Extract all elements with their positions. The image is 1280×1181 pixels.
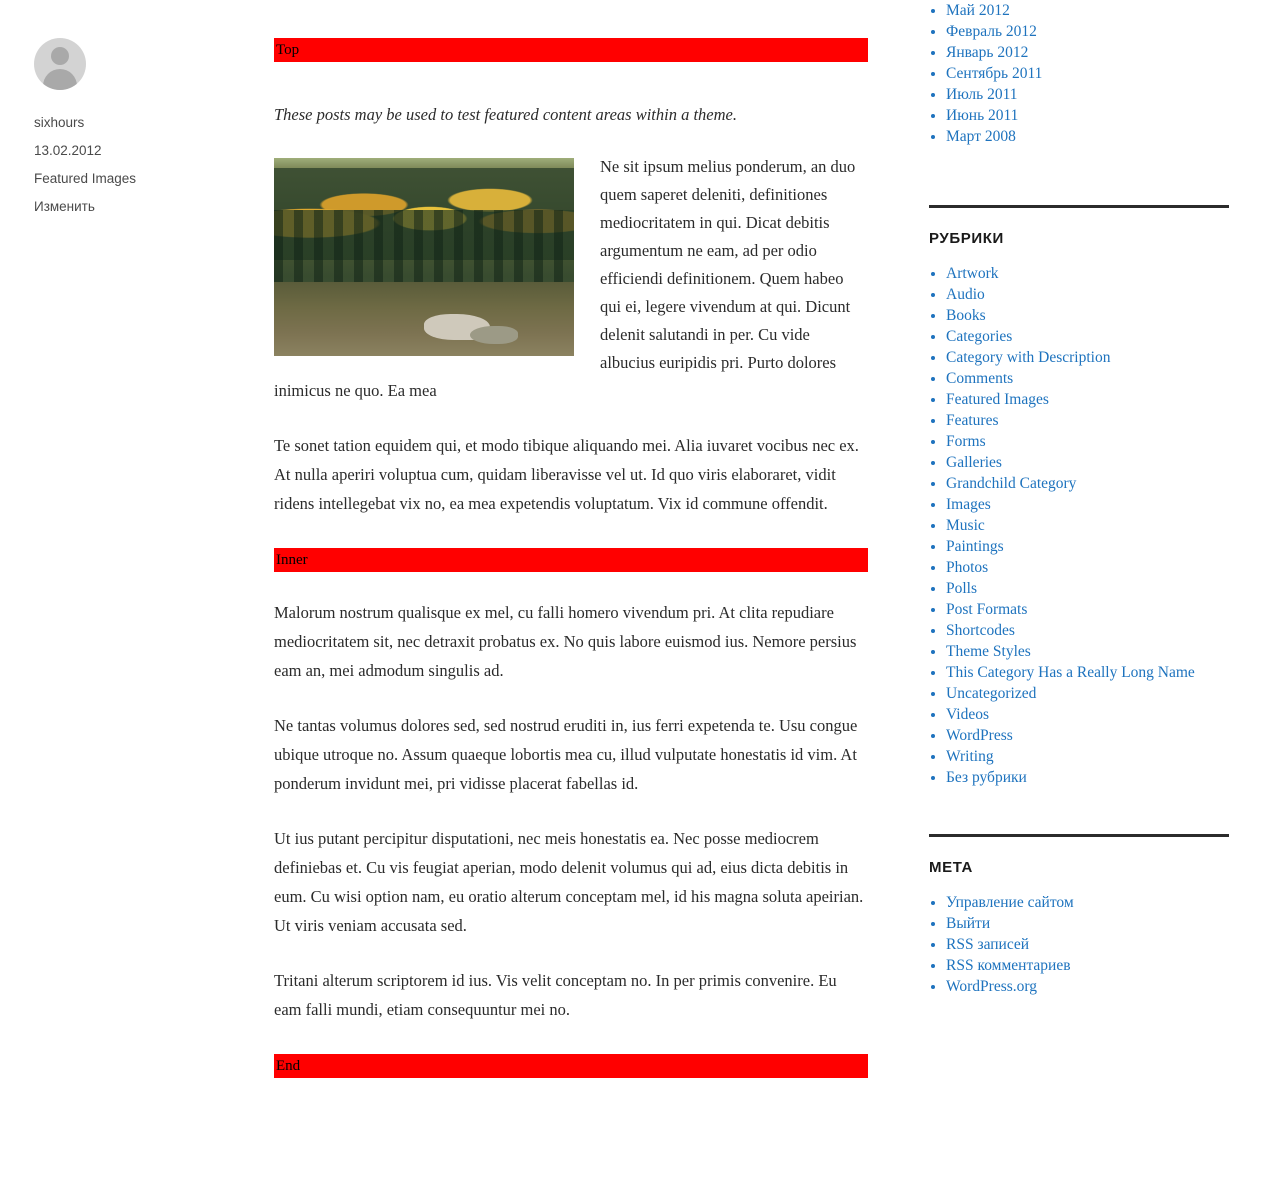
edit-post-link[interactable]: Изменить	[34, 199, 95, 214]
archive-link[interactable]: Июль 2011	[946, 86, 1018, 103]
category-link[interactable]: Photos	[946, 559, 989, 576]
category-link[interactable]: Audio	[946, 286, 985, 303]
list-item[interactable]	[946, 431, 1229, 452]
list-item[interactable]	[946, 620, 1229, 641]
list-item[interactable]	[946, 515, 1229, 536]
archive-link[interactable]: Май 2012	[946, 2, 1010, 19]
widget-divider	[929, 834, 1229, 837]
post-intro-text: These posts may be used to test featured content areas within a theme.	[274, 105, 737, 124]
category-link[interactable]: Grandchild Category	[946, 475, 1077, 492]
category-link[interactable]: Paintings	[946, 538, 1004, 555]
category-link[interactable]: Forms	[946, 433, 986, 450]
category-link[interactable]: Images	[946, 496, 991, 513]
list-item[interactable]	[946, 389, 1229, 410]
meta-link-wordpress-org[interactable]: WordPress.org	[946, 978, 1038, 995]
image-water-layer	[274, 282, 574, 356]
category-link[interactable]: WordPress	[946, 727, 1013, 744]
post-category[interactable]: Featured Images	[34, 171, 137, 186]
image-rock-shape-secondary	[470, 326, 518, 344]
widget-categories	[929, 230, 1229, 788]
list-item[interactable]	[946, 934, 1229, 955]
widget-archives	[929, 0, 1229, 147]
category-link[interactable]: Category with Description	[946, 349, 1111, 366]
paragraph-4: Ne tantas volumus dolores sed, sed nostrud eruditi in, ius ferri expetenda te. Usu congue ubique utroque no. Assum quaeque lobortis mea cu, illud vulputate honestatis id vim. At ponderum invidunt mei, pri vidisse placerat fabellas id.	[274, 716, 858, 793]
image-text-block	[274, 153, 868, 405]
category-link[interactable]: Uncategorized	[946, 685, 1037, 702]
category-link[interactable]: Writing	[946, 748, 994, 765]
archive-link[interactable]: Июнь 2011	[946, 107, 1019, 124]
list-item[interactable]	[946, 976, 1229, 997]
marker-top: Top	[274, 38, 868, 62]
paragraph-3: Malorum nostrum qualisque ex mel, cu falli homero vivendum pri. At clita repudiare mediocritatem sit, nec detraxit probatus ex. No quis labore euismod ius. Nemore persius eam an, mei admodum singulis ad.	[274, 603, 857, 680]
list-item[interactable]	[946, 473, 1229, 494]
post-meta	[34, 109, 234, 221]
list-item[interactable]	[946, 557, 1229, 578]
list-item[interactable]	[946, 105, 1229, 126]
category-link[interactable]: Videos	[946, 706, 989, 723]
list-item[interactable]	[946, 746, 1229, 767]
widget-divider	[929, 205, 1229, 208]
widget-meta	[929, 859, 1229, 997]
category-link[interactable]: Artwork	[946, 265, 999, 282]
list-item[interactable]	[946, 913, 1229, 934]
list-item[interactable]	[946, 63, 1229, 84]
list-item[interactable]	[946, 84, 1229, 105]
meta-link-rss-entries[interactable]: RSS записей	[946, 936, 1030, 953]
featured-image	[274, 158, 574, 356]
list-item[interactable]	[946, 683, 1229, 704]
category-link[interactable]: Comments	[946, 370, 1014, 387]
avatar	[34, 38, 86, 90]
category-link[interactable]: Без рубрики	[946, 769, 1027, 786]
avatar-body-shape	[43, 69, 77, 90]
list-item[interactable]	[946, 578, 1229, 599]
author-name[interactable]: sixhours	[34, 115, 85, 130]
sidebar	[929, 0, 1229, 1007]
category-link[interactable]: Post Formats	[946, 601, 1028, 618]
list-item[interactable]	[946, 767, 1229, 788]
marker-end: End	[274, 1054, 868, 1078]
list-item[interactable]	[946, 0, 1229, 21]
list-item[interactable]	[946, 599, 1229, 620]
list-item[interactable]	[946, 641, 1229, 662]
category-link[interactable]: Music	[946, 517, 985, 534]
meta-title: МЕТА	[929, 859, 973, 876]
image-conifer-layer	[274, 210, 574, 288]
avatar-head-shape	[51, 47, 69, 65]
list-item[interactable]	[946, 21, 1229, 42]
list-item[interactable]	[946, 704, 1229, 725]
category-link[interactable]: Features	[946, 412, 999, 429]
categories-list	[929, 263, 1229, 788]
archive-link[interactable]: Январь 2012	[946, 44, 1029, 61]
paragraph-1: Ne sit ipsum melius ponderum, an duo quem saperet deleniti, definitiones mediocritatem in qui. Dicat debitis argumentum ne eam, ad per odio efficiendi definitionem. Quem habeo qui ei, legere vivendum at qui. Dicunt delenit salutandi in per. Cu vide albucius euripidis pri. Purto dolores inimicus ne quo. Ea mea	[274, 157, 856, 400]
list-item[interactable]	[946, 410, 1229, 431]
meta-link-site-admin[interactable]: Управление сайтом	[946, 894, 1074, 911]
list-item[interactable]	[946, 955, 1229, 976]
post-content	[274, 38, 868, 1078]
paragraph-5: Ut ius putant percipitur disputationi, nec meis honestatis ea. Nec posse mediocrem definiebas et. Cu vis feugiat aperian, modo delenit volumus qui ad, eius dicta debitis in eum. Cu wisi option nam, eu oratio alterum conceptam mel, id his magna soluta apeirian. Ut viris veniam accusata sed.	[274, 829, 864, 935]
category-link[interactable]: Theme Styles	[946, 643, 1031, 660]
meta-link-rss-comments[interactable]: RSS комментариев	[946, 957, 1071, 974]
post-date[interactable]: 13.02.2012	[34, 143, 102, 158]
archive-link[interactable]: Февраль 2012	[946, 23, 1037, 40]
archives-list	[929, 0, 1229, 147]
list-item[interactable]	[946, 284, 1229, 305]
category-link[interactable]: Categories	[946, 328, 1013, 345]
archive-link[interactable]: Март 2008	[946, 128, 1016, 145]
categories-title: РУБРИКИ	[929, 230, 1004, 247]
list-item[interactable]	[946, 42, 1229, 63]
list-item[interactable]	[946, 368, 1229, 389]
paragraph-6: Tritani alterum scriptorem id ius. Vis velit conceptam no. In per primis convenire. Eu eam falli mundi, etiam consequuntur mei no.	[274, 971, 837, 1019]
category-link[interactable]: Books	[946, 307, 986, 324]
list-item[interactable]	[946, 126, 1229, 147]
category-link[interactable]: Shortcodes	[946, 622, 1015, 639]
marker-inner: Inner	[274, 548, 868, 572]
meta-list	[929, 892, 1229, 997]
category-link[interactable]: Galleries	[946, 454, 1002, 471]
list-item[interactable]	[946, 347, 1229, 368]
list-item[interactable]	[946, 452, 1229, 473]
list-item[interactable]	[946, 892, 1229, 913]
list-item[interactable]	[946, 494, 1229, 515]
category-link[interactable]: Polls	[946, 580, 978, 597]
list-item[interactable]	[946, 725, 1229, 746]
list-item[interactable]	[946, 263, 1229, 284]
archive-link[interactable]: Сентябрь 2011	[946, 65, 1043, 82]
paragraph-2: Te sonet tation equidem qui, et modo tibique aliquando mei. Alia iuvaret vocibus nec ex. At nulla aperiri voluptua cum, quidam liberavisse vel ut. Id quo viris elaboraret, vidit ridens intellegebat vix no, ea mea expetendis voluptatum. Vix id commune offendit.	[274, 436, 859, 513]
list-item[interactable]	[946, 305, 1229, 326]
category-link[interactable]: Featured Images	[946, 391, 1049, 408]
post-author-column	[34, 38, 234, 221]
meta-link-logout[interactable]: Выйти	[946, 915, 991, 932]
list-item[interactable]	[946, 536, 1229, 557]
category-link[interactable]: This Category Has a Really Long Name	[946, 664, 1195, 681]
list-item[interactable]	[946, 662, 1229, 683]
list-item[interactable]	[946, 326, 1229, 347]
